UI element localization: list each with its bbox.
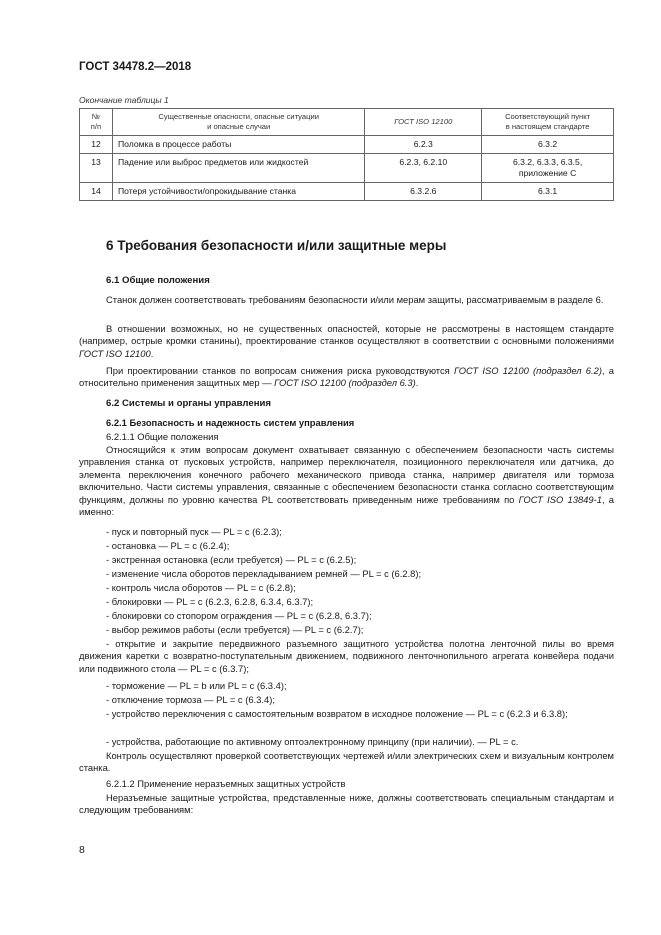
row-clause: 6.3.2, 6.3.3, 6.3.5, приложение С	[482, 153, 614, 182]
table-row	[80, 183, 614, 201]
paragraph: В отношении возможных, но не существенных опасностей, которые не рассмотрены в настоящем стандарте (например, острые кромки станины), проектирование станков осуществляют в соответствии с основными положениями ГОСТ ISO 12100.	[79, 323, 614, 359]
table-caption: Окончание таблицы 1	[79, 95, 169, 105]
row-num: 14	[80, 183, 113, 201]
paragraph: При проектировании станков по вопросам снижения риска руководствуются ГОСТ ISO 12100 (подраздел 6.2), а относительно применения защитных мер — ГОСТ ISO 12100 (подраздел 6.3).	[79, 365, 614, 389]
section-6-2-1-2-title: 6.2.1.2 Применение неразъемных защитных устройств	[106, 778, 346, 789]
section-6-2-1-title: 6.2.1 Безопасность и надежность систем управления	[106, 417, 355, 428]
table-row	[80, 135, 614, 153]
paragraph: Контроль осуществляют проверкой соответствующих чертежей и/или электрических схем и визуальным контролем станка.	[79, 750, 614, 774]
list-item: - устройство переключения с самостоятельным возвратом в исходное положение — PL = с (6.2.3 и 6.3.8);	[106, 708, 568, 719]
list-item: - остановка — PL = с (6.2.4);	[106, 540, 230, 551]
row-clause: 6.3.1	[482, 183, 614, 201]
list-item: - экстренная остановка (если требуется) — PL = с (6.2.5);	[106, 554, 357, 565]
paragraph: Неразъемные защитные устройства, представленные ниже, должны соответствовать специальным стандартам и следующим требованиям:	[79, 792, 614, 816]
list-item: - открытие и закрытие передвижного разъемного защитного устройства полотна ленточной пилы во время движения каретки с возвратно-поступательным движением, подвижного ленточнопильного агрегата конвейера подачи или подвижного стола — PL = с (6.3.7);	[79, 638, 614, 674]
col-iso-header: ГОСТ ISO 12100	[365, 109, 482, 136]
table-row	[80, 153, 614, 182]
paragraph: Станок должен соответствовать требованиям безопасности и/или мерам защиты, рассматриваемым в разделе 6.	[106, 294, 604, 305]
row-iso: 6.2.3	[365, 135, 482, 153]
hazards-table	[79, 108, 614, 201]
col-clause-header: Соответствующий пункт в настоящем стандарте	[482, 109, 614, 136]
document-header: ГОСТ 34478.2—2018	[79, 61, 192, 73]
list-item: - устройства, работающие по активному оптоэлектронному принципу (при наличии). — PL = с.	[106, 736, 519, 747]
row-hazard: Поломка в процессе работы	[112, 135, 364, 153]
col-num-header: № п/п	[80, 109, 113, 136]
list-item: - блокировки — PL = с (6.2.3, 6.2.8, 6.3.4, 6.3.7);	[106, 596, 314, 607]
row-hazard: Потеря устойчивости/опрокидывание станка	[112, 183, 364, 201]
section-6-title: 6 Требования безопасности и/или защитные меры	[106, 238, 447, 253]
row-hazard: Падение или выброс предметов или жидкостей	[112, 153, 364, 182]
paragraph: Относящийся к этим вопросам документ охватывает связанную с обеспечением безопасности часть системы управления станка от пусковых устройств, например переключателя, позиционного переключателя или датчика, до элемента переключения конечного рабочего механического привода станка, например двигателя или тормоза включительно. Части системы управления, связанные с обеспечением безопасности станка согласно соответствующим функциям, должны по уровню качества PL соответствовать приведенным ниже требованиям по ГОСТ ISO 13849-1, а именно:	[79, 444, 614, 518]
col-hazard-header: Существенные опасности, опасные ситуации и опасные случаи	[112, 109, 364, 136]
row-num: 13	[80, 153, 113, 182]
row-num: 12	[80, 135, 113, 153]
row-iso: 6.2.3, 6.2.10	[365, 153, 482, 182]
list-item: - выбор режимов работы (если требуется) — PL = с (6.2.7);	[106, 624, 364, 635]
list-item: - торможение — PL = b или PL = с (6.3.4);	[106, 680, 287, 691]
section-6-2-title: 6.2 Системы и органы управления	[106, 398, 271, 409]
section-6-1-title: 6.1 Общие положения	[106, 275, 210, 286]
list-item: - блокировки со стопором ограждения — PL = с (6.2.8, 6.3.7);	[106, 610, 372, 621]
row-clause: 6.3.2	[482, 135, 614, 153]
row-iso: 6.3.2.6	[365, 183, 482, 201]
list-item: - изменение числа оборотов перекладыванием ремней — PL = с (6.2.8);	[106, 568, 422, 579]
page-number: 8	[79, 844, 85, 856]
list-item: - отключение тормоза — PL = с (6.3.4);	[106, 694, 275, 705]
list-item: - контроль числа оборотов — PL = с (6.2.8);	[106, 582, 296, 593]
section-6-2-1-1-title: 6.2.1.1 Общие положения	[106, 431, 219, 442]
list-item: - пуск и повторный пуск — PL = с (6.2.3);	[106, 526, 282, 537]
table-header-row	[80, 109, 614, 136]
